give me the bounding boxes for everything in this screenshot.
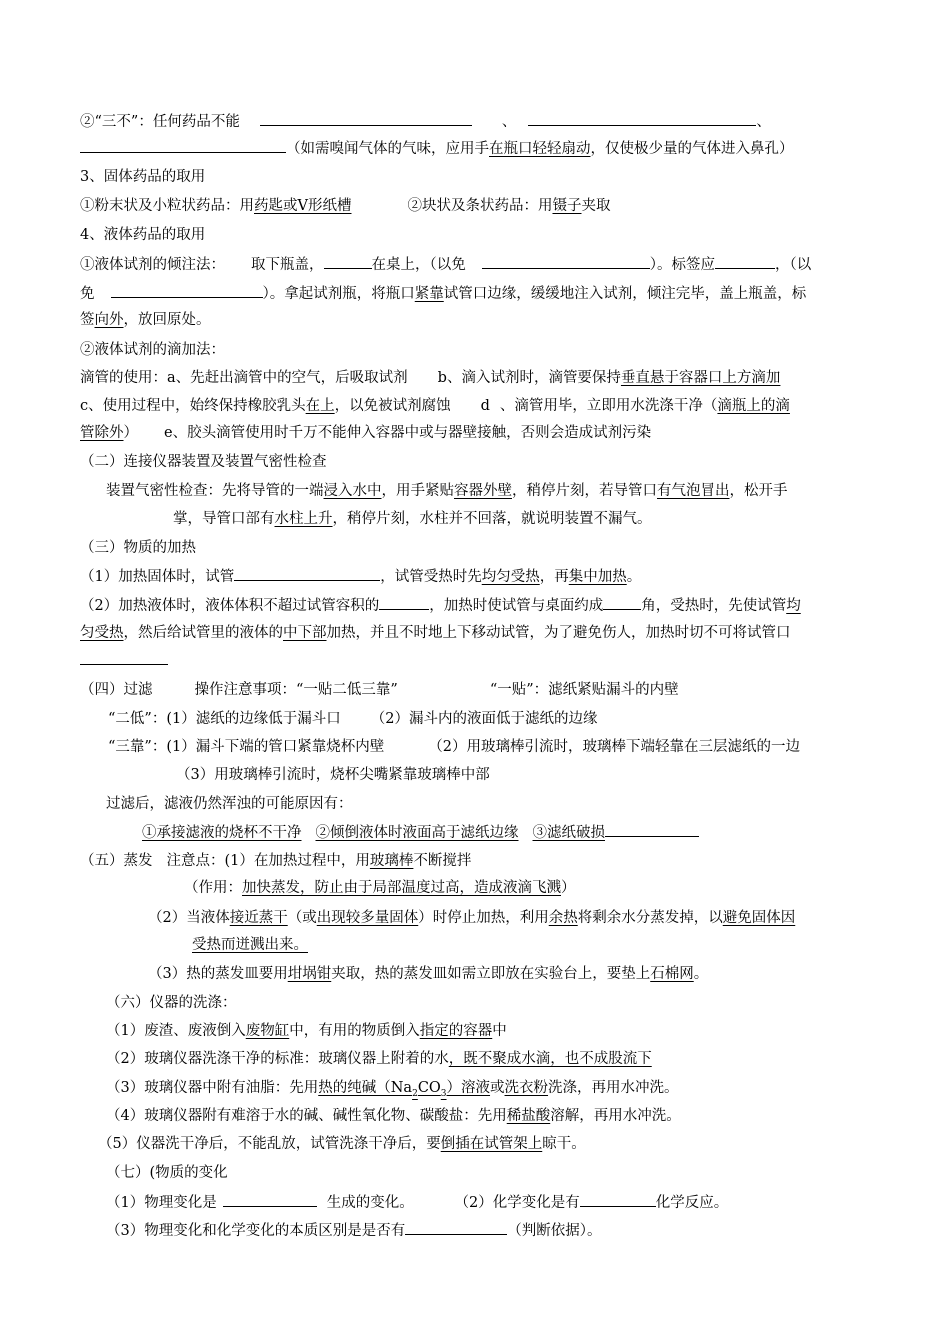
heading-section-three: （三）物质的加热	[80, 540, 196, 556]
line-heat-liquid-3	[80, 650, 168, 671]
text: （3）玻璃仪器中附有油脂：先用	[106, 1080, 319, 1096]
line-two-lows	[108, 709, 597, 729]
text: 加热，并且不时地上下移动试管，为了避免伤人，加热时切不可将试管口	[326, 625, 791, 641]
answer: 废物缸	[245, 1023, 290, 1039]
text: ，松开手	[729, 483, 788, 499]
text: e、胶头滴管使用时千万不能伸入容器中或与器壁接触，否则会造成试剂污染	[164, 425, 652, 441]
text: 将剩余水分蒸发掉，以	[577, 910, 723, 926]
answer: 匀受热	[80, 625, 124, 641]
text: （2）化学变化是有	[461, 1195, 580, 1211]
blank	[80, 650, 168, 665]
text: （4）玻璃仪器附有难溶于水的碱、碱性氧化物、碳酸盐：先用	[106, 1108, 507, 1124]
line-heat-liquid-2	[80, 623, 791, 643]
line-wash-3	[106, 1078, 679, 1104]
text: （3）物理变化和化学变化的本质区别是是否有	[106, 1223, 406, 1239]
text: （2）加热液体时，液体体积不超过试管容积的	[80, 598, 380, 614]
answer: 接近蒸干	[229, 910, 288, 926]
text: ）。拿起试剂瓶，将瓶口	[262, 286, 415, 302]
answer: 热的纯碱（Na	[318, 1080, 413, 1096]
answer: 有气泡冒出	[657, 483, 730, 499]
blank	[603, 595, 641, 610]
line-pouring-2	[80, 283, 806, 304]
text: 溶解，再用水冲洗。	[550, 1108, 681, 1124]
line-airtight-2	[173, 509, 652, 529]
text: ②块状及条状药品：用	[407, 198, 553, 214]
text: ，用手紧贴	[381, 483, 454, 499]
text: 晾干。	[542, 1136, 586, 1152]
answer: 向外	[94, 312, 124, 328]
text: 装置气密性检查：先将导管的一端	[106, 483, 324, 499]
answer: ）溶液	[446, 1080, 491, 1096]
section-heading: （五）蒸发	[80, 853, 153, 869]
blank	[405, 1220, 507, 1235]
text: 试管口边缘，缓缓地注入试剂，倾注完毕，盖上瓶盖，标	[443, 286, 807, 302]
text: （2）用玻璃棒引流时，玻璃棒下端轻靠在三层滤纸的一边	[428, 739, 800, 755]
answer: 容器外壁	[454, 483, 512, 499]
line-pouring	[80, 254, 811, 275]
text: 、滴管用毕，立即用水洗涤干净（	[499, 398, 718, 414]
answer: 受热而迸溅出来。	[192, 937, 308, 953]
blank	[234, 566, 380, 581]
answer: 余热	[548, 910, 578, 926]
text: 洗涤，再用水冲洗。	[548, 1080, 679, 1096]
answer: 浸入水中	[323, 483, 382, 499]
line-evaporation-head	[80, 851, 471, 871]
text: ①粉末状及小粒状药品：用	[80, 198, 254, 214]
heading-section-seven: （七）(物质的变化	[106, 1165, 228, 1181]
line-three-leans-3: （3）用玻璃棒引流时，烧杯尖嘴紧靠玻璃棒中部	[176, 767, 490, 783]
answer: 药匙或V形纸槽	[254, 198, 352, 214]
text: “三靠”：(1）漏斗下端的管口紧靠烧杯内壁	[108, 739, 385, 755]
answer: 指定的容器	[419, 1023, 493, 1039]
line-airtight-1	[106, 481, 788, 501]
blank	[605, 822, 699, 837]
heading-section-two: （二）连接仪器装置及装置气密性检查	[80, 454, 327, 470]
answer: 均匀受热	[481, 569, 540, 585]
line-turbid-reasons: 过滤后，滤液仍然浑浊的可能原因有：	[106, 796, 353, 812]
heading-dropping: ②液体试剂的滴加法：	[80, 342, 225, 358]
line-turbid-answers	[142, 822, 699, 843]
heading-section-six: （六）仪器的洗涤：	[106, 995, 237, 1011]
blank	[528, 111, 756, 126]
line-evaporation-2b	[192, 935, 308, 955]
line-dropper-3	[80, 423, 651, 443]
line-heat-solid	[80, 566, 641, 587]
line-dropper-2	[80, 396, 790, 416]
answer: ①承接滤液的烧杯不干净	[142, 825, 302, 841]
answer: 镊子	[552, 198, 582, 214]
answer: 垂直悬于容器口上方滴加	[620, 370, 781, 386]
text: ，（以	[775, 257, 812, 273]
blank	[223, 1192, 317, 1207]
text: 不断搅拌	[413, 853, 472, 869]
answer: 紧靠	[414, 286, 444, 302]
text: 掌，导管口部有	[173, 511, 275, 527]
text: （5）仪器洗干净后，不能乱放，试管洗涤干净后，要	[98, 1136, 441, 1152]
text: 化学反应。	[655, 1195, 729, 1211]
blank	[260, 111, 472, 126]
line-filtration-head	[80, 680, 679, 700]
answer: ，既不聚成水滴，也不成股流下	[448, 1051, 652, 1067]
answer: 在上	[305, 398, 335, 414]
text: ，仅使极少量的气体进入鼻孔）	[590, 141, 794, 157]
blank	[580, 1192, 656, 1207]
line-heat-liquid-1	[80, 595, 801, 616]
text: 生成的变化。	[326, 1195, 414, 1211]
answer: 管除外	[80, 425, 124, 441]
line-change-2	[106, 1220, 601, 1241]
answer: ②倾倒液体时液面高于滤纸边缘	[315, 825, 519, 841]
line-wash-5	[98, 1134, 586, 1154]
text: ，试管受热时先	[380, 569, 482, 585]
answer: 稀盐酸	[506, 1108, 551, 1124]
line-dropper-1	[80, 368, 780, 388]
text: （1）加热固体时，试管	[80, 569, 235, 585]
line-change-1	[106, 1192, 728, 1213]
text: 角，受热时，先使试管	[641, 598, 787, 614]
text: 操作注意事项：“一贴二低三靠”	[194, 682, 398, 698]
text: （或	[287, 910, 317, 926]
text: （作用：	[184, 880, 242, 896]
blank	[80, 138, 286, 153]
heading-solid-reagents: 3、固体药品的取用	[80, 169, 206, 185]
text: （2）玻璃仪器洗涤干净的标准：玻璃仪器上附着的水	[106, 1051, 449, 1067]
answer: 在瓶口轻轻扇动	[489, 141, 591, 157]
text: ）时停止加热，利用	[418, 910, 549, 926]
text: ，加热时使试管与桌面约成	[429, 598, 604, 614]
blank	[482, 254, 650, 269]
text: （3）热的蒸发皿要用	[148, 966, 288, 982]
heading-liquid-reagents: 4、液体药品的取用	[80, 227, 206, 243]
answer: 均	[786, 598, 801, 614]
text: “二低”：(1）滤纸的边缘低于漏斗口	[108, 711, 341, 727]
text: ）	[561, 880, 576, 896]
answer: 中下部	[283, 625, 327, 641]
answer: 滴瓶上的滴	[717, 398, 790, 414]
text: 在桌上，（以免	[371, 257, 466, 273]
text: 、	[756, 114, 771, 130]
blank	[324, 254, 372, 269]
text: ）。标签应	[649, 257, 715, 273]
blank	[715, 254, 775, 269]
text: 、	[501, 114, 517, 130]
text: b、滴入试剂时，滴管要保持	[437, 370, 621, 386]
answer: ③滤纸破损	[532, 825, 605, 841]
text: 滴管的使用：a、先赶出滴管中的空气，后吸取试剂	[80, 370, 408, 386]
text: “一贴”：滤纸紧贴漏斗的内壁	[489, 682, 679, 698]
text: 或	[490, 1080, 505, 1096]
answer: 出现较多量固体	[316, 910, 419, 926]
text: 取下瓶盖，	[251, 257, 324, 273]
text: ，以免被试剂腐蚀	[334, 398, 451, 414]
answer: 加快蒸发，防止由于局部温度过高，造成液滴飞溅	[242, 880, 561, 896]
line-evaporation-purpose	[184, 878, 576, 898]
text: d	[480, 398, 490, 414]
answer: 坩埚钳	[287, 966, 332, 982]
line-powder	[80, 196, 610, 216]
text: 签	[80, 312, 95, 328]
answer: 倒插在试管架上	[440, 1136, 543, 1152]
blank	[111, 283, 263, 298]
text: 。	[626, 569, 642, 585]
line-wash-1	[106, 1021, 507, 1041]
text: （如需嗅闻气体的气味，应用手	[286, 141, 489, 157]
text: 中	[492, 1023, 507, 1039]
line-wash-2	[106, 1049, 652, 1069]
text: ，放回原处。	[123, 312, 211, 328]
text: （2）当液体	[148, 910, 230, 926]
text: 夹取	[581, 198, 611, 214]
text: c、使用过程中，始终保持橡胶乳头	[80, 398, 306, 414]
text: （1）废渣、废液倒入	[106, 1023, 246, 1039]
line-three-leans	[108, 737, 800, 757]
text: （1）物理变化是	[106, 1195, 217, 1211]
text: 免	[80, 286, 95, 302]
answer: 水柱上升	[274, 511, 333, 527]
text: ）	[123, 425, 138, 441]
blank	[379, 595, 429, 610]
answer: 集中加热	[568, 569, 627, 585]
text: ，再	[539, 569, 569, 585]
text: ②“三不”：任何药品不能	[80, 114, 240, 130]
section-heading: （四）过滤	[80, 682, 153, 698]
text: ，稍停片刻，水柱并不回落，就说明装置不漏气。	[332, 511, 652, 527]
text: 中，有用的物质倒入	[289, 1023, 420, 1039]
text: ①液体试剂的倾注法：	[80, 257, 225, 273]
text: 注意点：(1）在加热过程中，用	[166, 853, 370, 869]
answer: 避免固体因	[722, 910, 796, 926]
subscript: 2	[412, 1088, 418, 1099]
line-evaporation-2	[148, 908, 795, 928]
line-evaporation-3	[148, 964, 708, 984]
text: 夹取，热的蒸发皿如需立即放在实验台上，要垫上	[331, 966, 651, 982]
text: （2）漏斗内的液面低于滤纸的边缘	[370, 711, 598, 727]
answer: 玻璃棒	[369, 853, 414, 869]
line-wash-4	[106, 1106, 681, 1126]
answer: 石棉网	[650, 966, 694, 982]
text: ，然后给试管里的液体的	[123, 625, 283, 641]
answer: 洗衣粉	[504, 1080, 549, 1096]
answer: CO	[417, 1080, 441, 1096]
text: ，稍停片刻，若导管口	[512, 483, 657, 499]
text: 。	[693, 966, 709, 982]
line-pouring-3	[80, 310, 211, 330]
subscript: 3	[440, 1088, 447, 1099]
line-three-nots	[80, 111, 771, 132]
text: （判断依据）。	[507, 1223, 602, 1239]
line-smell-gas	[80, 138, 794, 159]
